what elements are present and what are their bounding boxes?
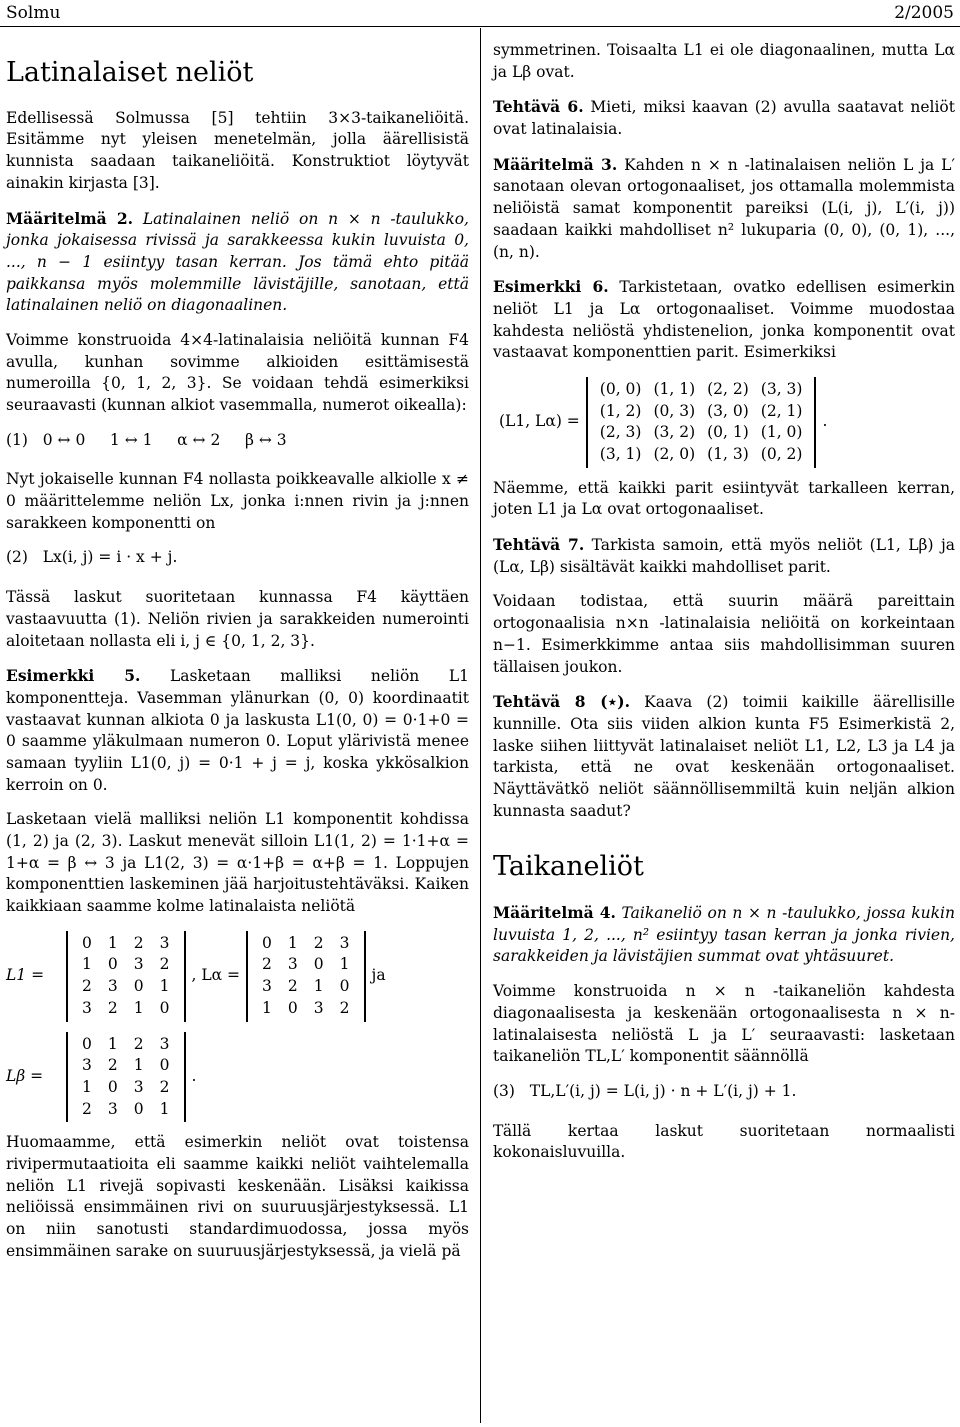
page-header [0, 0, 960, 27]
matrix-cell: 1 [133, 1056, 144, 1075]
matrix-cell: (0, 2) [760, 445, 803, 463]
matrix-period: . [191, 1067, 197, 1086]
matrix-cell: (3, 0) [707, 401, 749, 420]
example-label: Esimerkki 5. [6, 666, 141, 686]
matrix-cell: (3, 3) [760, 379, 803, 398]
definition-label: Määritelmä 4. [493, 903, 616, 923]
matrix-cell: 3 [159, 1034, 170, 1053]
matrix-cell: 3 [287, 955, 298, 974]
matrix-cell: 0 [287, 998, 298, 1017]
exercise-text: Tarkista samoin, että myös neliöt (L1, Lβ) ja (Lα, Lβ) sisältävät kaikki mahdolliset parit. [493, 536, 956, 576]
paragraph-max-orthogonal: Voidaan todistaa, että suurin määrä pareittain ortogonaalisia n×n -latinalaisia neliöitä on korkeintaan n−1. Esimerkkimme antaa siis mahdollisimman suuren tällaisen joukon. [493, 592, 955, 676]
paragraph-integers: Tällä kertaa laskut suoritetaan normaalisti kokonaisluvuilla. [493, 1121, 955, 1162]
matrix-cell: 3 [107, 1099, 118, 1118]
intro-paragraph: Edellisessä Solmussa [5] tehtiin 3×3-taikaneliöitä. Esitämme nyt yleisen menetelmän, jolla äärellisistä kunnista saadaan taikaneliöitä. Konstruktiot löytyvät ainakin kirjasta [3]. [6, 108, 469, 192]
matrix-la [246, 931, 366, 1022]
matrix-cell: 1 [133, 998, 144, 1017]
matrix-row [594, 422, 809, 444]
matrix-cell: 3 [159, 933, 170, 952]
example-text: Tarkistetaan, ovatko edellisen esimerkin neliöt L1 ja Lα ortogonaaliset. Voimme muodostaa kahdesta neliöstä yhdistenelion, jonka komponentit ovat vastaavat komponenttien parit. Esimerkiksi [493, 278, 956, 362]
matrix-row [74, 976, 178, 998]
matrix-cell: 0 [339, 977, 350, 996]
matrix-row [594, 401, 809, 423]
matrix-row [594, 444, 809, 466]
section-title: Taikaneliöt [493, 851, 644, 883]
exercise-7 [493, 534, 955, 578]
issue-number: 2/2005 [894, 3, 954, 23]
example-label: Esimerkki 6. [493, 277, 609, 297]
column-divider [480, 28, 481, 1423]
definition-2 [6, 208, 469, 317]
matrix-cell: 1 [313, 977, 324, 996]
matrix-cell: (1, 0) [760, 423, 803, 442]
matrix-cell: 0 [82, 1034, 92, 1053]
matrix-row [594, 379, 809, 401]
exercise-8 [493, 691, 955, 822]
matrix-cell: (0, 0) [599, 379, 642, 398]
example-text: Lasketaan malliksi neliön L1 komponentteja. Vasemman ylänurkan (0, 0) koordinaatit vastaavat kunnan alkiota 0 ja laskusta L1(0, 0) = 0·1+0 = 0 saamme yläkulmaan numeron 0. Loput ylärivistä menee samaan tyyliin L1(0, j) = 0·1 + j = j, koska ykkösalkion kerroin on 0. [6, 667, 469, 794]
matrix-cell: (3, 1) [599, 445, 642, 463]
exercise-label: Tehtävä 8 (⋆). [493, 692, 630, 712]
exercise-label: Tehtävä 7. [493, 535, 585, 555]
matrix-cell: 0 [313, 955, 324, 974]
matrix-cell: 0 [159, 1056, 170, 1075]
matrix-cell: 1 [107, 933, 118, 952]
matrix-cell: 2 [287, 977, 298, 996]
definition-label: Määritelmä 2. [6, 208, 134, 228]
example-5 [6, 665, 469, 796]
pair-matrix-row [493, 377, 955, 468]
matrix-cell: 3 [262, 977, 272, 996]
paragraph-field-arith: Tässä laskut suoritetaan kunnassa F4 käyttäen vastaavuutta (1). Neliön rivien ja sarakkeiden numerointi aloitetaan nollasta eli i, j ∈ {0, 1, 2, 3}. [6, 588, 469, 650]
matrix-row-2 [6, 1032, 469, 1123]
matrix-cell: 1 [262, 998, 272, 1017]
matrix-cell: 2 [133, 1034, 144, 1053]
paragraph-construction: Voimme konstruoida 4×4-latinalaisia neliöitä kunnan F4 avulla, kunhan sovimme alkioiden esittämisestä numeroilla {0, 1, 2, 3}. Se voidaan tehdä esimerkiksi seuraavasti (kunnan alkiot vasemmalla, numerot oikealla): [6, 330, 469, 415]
matrix-cell: (2, 0) [653, 445, 696, 463]
pair-matrix [586, 377, 817, 468]
definition-4 [493, 902, 955, 968]
right-column [493, 40, 955, 1177]
matrix-cell: 0 [262, 933, 272, 952]
matrix-cell: 0 [82, 933, 92, 952]
matrix-cell: 0 [107, 955, 118, 974]
definition-label: Määritelmä 3. [493, 154, 618, 174]
paragraph-magic-construction: Voimme konstruoida n × n -taikaneliön kahdesta diagonaalisesta ja keskenään ortogonaalisesta n × n-latinalaisesta neliöstä L ja L′ seuraavasti: lasketaan taikaneliön TL,L′ komponentit säännöllä [493, 982, 955, 1066]
article-title: Latinalaiset neliöt [6, 57, 254, 88]
left-column [6, 40, 469, 1275]
matrix-label-lb: Lβ = [6, 1067, 44, 1086]
matrix-cell: (3, 2) [653, 423, 696, 442]
matrix-cell: 2 [82, 1099, 92, 1118]
matrix-row [254, 976, 358, 998]
exercise-label: Tehtävä 6. [493, 97, 584, 117]
matrix-cell: 3 [82, 998, 92, 1017]
definition-3 [493, 154, 955, 263]
matrix-row [74, 933, 178, 955]
paragraph-more-components: Lasketaan vielä malliksi neliön L1 komponentit kohdissa (1, 2) ja (2, 3). Laskut menevät silloin L1(1, 2) = 1·1+α = 1+α = β ↔ 3 ja L1(2, 3) = α·1+β = α+β = 1. Loppujen komponenttien laskeminen jää harjoitustehtäväksi. Kaiken kaikkiaan saamme kolme latinalaista neliötä [6, 810, 469, 916]
equation-1: (1) 0 ↔ 0 1 ↔ 1 α ↔ 2 β ↔ 3 [6, 430, 287, 449]
matrix-cell: 2 [133, 933, 144, 952]
matrix-cell: 1 [339, 955, 350, 974]
definition-text: Taikaneliö on n × n -taulukko, jossa kukin luvuista 1, 2, ..., n² esiintyy tasan kerran ja jonka rivien, sarakkeiden ja lävistäjien summat ovat yhtäsuuret. [493, 904, 955, 966]
matrix-row [74, 998, 178, 1020]
definition-text: Latinalainen neliö on n × n -taulukko, jonka jokaisessa rivissä ja sarakkeessa kukin luvuista 0, ..., n − 1 esiintyy tasan kerran. Jos tämä ehto pitää paikkansa myös molemmille lävistäjille, sanotaan, että latinalainen neliö on diagonaalinen. [6, 209, 469, 315]
matrix-row [74, 1099, 178, 1121]
paragraph-orthogonal: Näemme, että kaikki parit esiintyvät tarkalleen kerran, joten L1 ja Lα ovat ortogonaaliset. [493, 478, 955, 519]
matrix-cell: (1, 2) [599, 401, 642, 420]
matrix-row [74, 1055, 178, 1077]
matrix-cell: (1, 1) [653, 379, 696, 398]
exercise-text: Mieti, miksi kaavan (2) avulla saatavat neliöt ovat latinalaisia. [493, 98, 955, 139]
matrix-cell: 1 [82, 955, 92, 974]
matrix-cell: 0 [133, 977, 144, 996]
matrix-cell: 0 [107, 1077, 118, 1096]
pair-matrix-period: . [822, 412, 828, 431]
matrix-cell: 2 [339, 998, 350, 1017]
matrix-cell: 3 [339, 933, 350, 952]
matrix-cell: 2 [107, 998, 118, 1017]
matrix-lb [66, 1032, 186, 1123]
matrix-cell: (2, 3) [599, 423, 642, 442]
equation-2: (2) Lx(i, j) = i · x + j. [6, 548, 178, 567]
matrix-cell: 0 [159, 998, 170, 1017]
matrix-cell: 0 [133, 1099, 144, 1118]
matrix-row [74, 954, 178, 976]
paragraph-permutations: Huomaamme, että esimerkin neliöt ovat toistensa rivipermutaatioita eli saamme kaikki neliöt vaihtelemalla neliön L1 rivejä sopivasti keskenään. Lisäksi kaikissa neliöissä ensimmäinen rivi on suuruusjärjestyksessä. L1 on niin sanotusti standardimuodossa, jossa myös ensimmäinen sarake on suuruusjärjestyksessä, ja vielä pä [6, 1133, 469, 1260]
paragraph-definition-lx: Nyt jokaiselle kunnan F4 nollasta poikkeavalle alkiolle x ≠ 0 määrittelemme neliön Lx, jonka i:nnen rivin ja j:nnen sarakkeen komponentti on [6, 470, 469, 532]
ja-word: ja [371, 966, 386, 985]
definition-text: Kahden n × n -latinalaisen neliön L ja L′ sanotaan olevan ortogonaaliset, jos ottamalla molemmista neliöistä samat komponentit pareiksi (L(i, j), L′(i, j)) saadaan kaikki mahdolliset n² lukuparia (0, 0), (0, 1), ..., (n, n). [493, 155, 955, 261]
example-6 [493, 276, 955, 364]
matrix-cell: (2, 2) [707, 379, 749, 398]
matrix-cell: 3 [133, 955, 144, 974]
matrix-row [254, 998, 358, 1020]
matrix-row [74, 1077, 178, 1099]
matrix-row-1 [6, 931, 469, 1022]
matrix-cell: (2, 1) [760, 401, 803, 420]
matrix-cell: 3 [107, 977, 118, 996]
matrix-cell: 2 [159, 1077, 170, 1096]
matrix-cell: (0, 3) [653, 401, 696, 420]
matrix-cell: 2 [159, 955, 170, 974]
matrix-row [254, 954, 358, 976]
matrix-cell: 2 [262, 955, 272, 974]
exercise-text: Kaava (2) toimii kaikille äärellisille kunnille. Ota siis viiden alkion kunta F5 Esimerkistä 2, laske siihen liittyvät latinalaiset neliöt L1, L2, L3 ja L4 ja tarkista, että ne ovat keskenään ortogonaaliset. Näyttävätkö neliöt säännöllisemmiltä kuin neljän alkion kunnasta saadut? [493, 693, 955, 820]
matrix-cell: 1 [287, 933, 298, 952]
matrix-cell: 2 [82, 977, 92, 996]
matrix-cell: 1 [159, 1099, 170, 1118]
matrix-label-l1: L1 = [6, 966, 45, 985]
matrix-cell: 1 [82, 1077, 92, 1096]
pair-matrix-label: (L1, Lα) = [499, 412, 580, 431]
matrix-cell: 3 [133, 1077, 144, 1096]
exercise-6 [493, 96, 955, 140]
matrix-cell: 3 [82, 1056, 92, 1075]
matrix-row [74, 1034, 178, 1056]
matrix-cell: 1 [107, 1034, 118, 1053]
journal-name: Solmu [6, 3, 61, 23]
matrix-cell: 2 [313, 933, 324, 952]
equation-3: (3) TL,L′(i, j) = L(i, j) · n + L′(i, j) + 1. [493, 1081, 797, 1100]
matrix-cell: (0, 1) [707, 423, 749, 442]
matrix-cell: 2 [107, 1056, 118, 1075]
matrix-l1 [66, 931, 186, 1022]
matrix-label-la: , Lα = [191, 966, 241, 985]
matrix-cell: 1 [159, 977, 170, 996]
matrix-row [254, 933, 358, 955]
paragraph-symmetric: symmetrinen. Toisaalta L1 ei ole diagonaalinen, mutta Lα ja Lβ ovat. [493, 41, 955, 81]
matrix-cell: 3 [313, 998, 324, 1017]
matrix-cell: (1, 3) [707, 445, 749, 463]
